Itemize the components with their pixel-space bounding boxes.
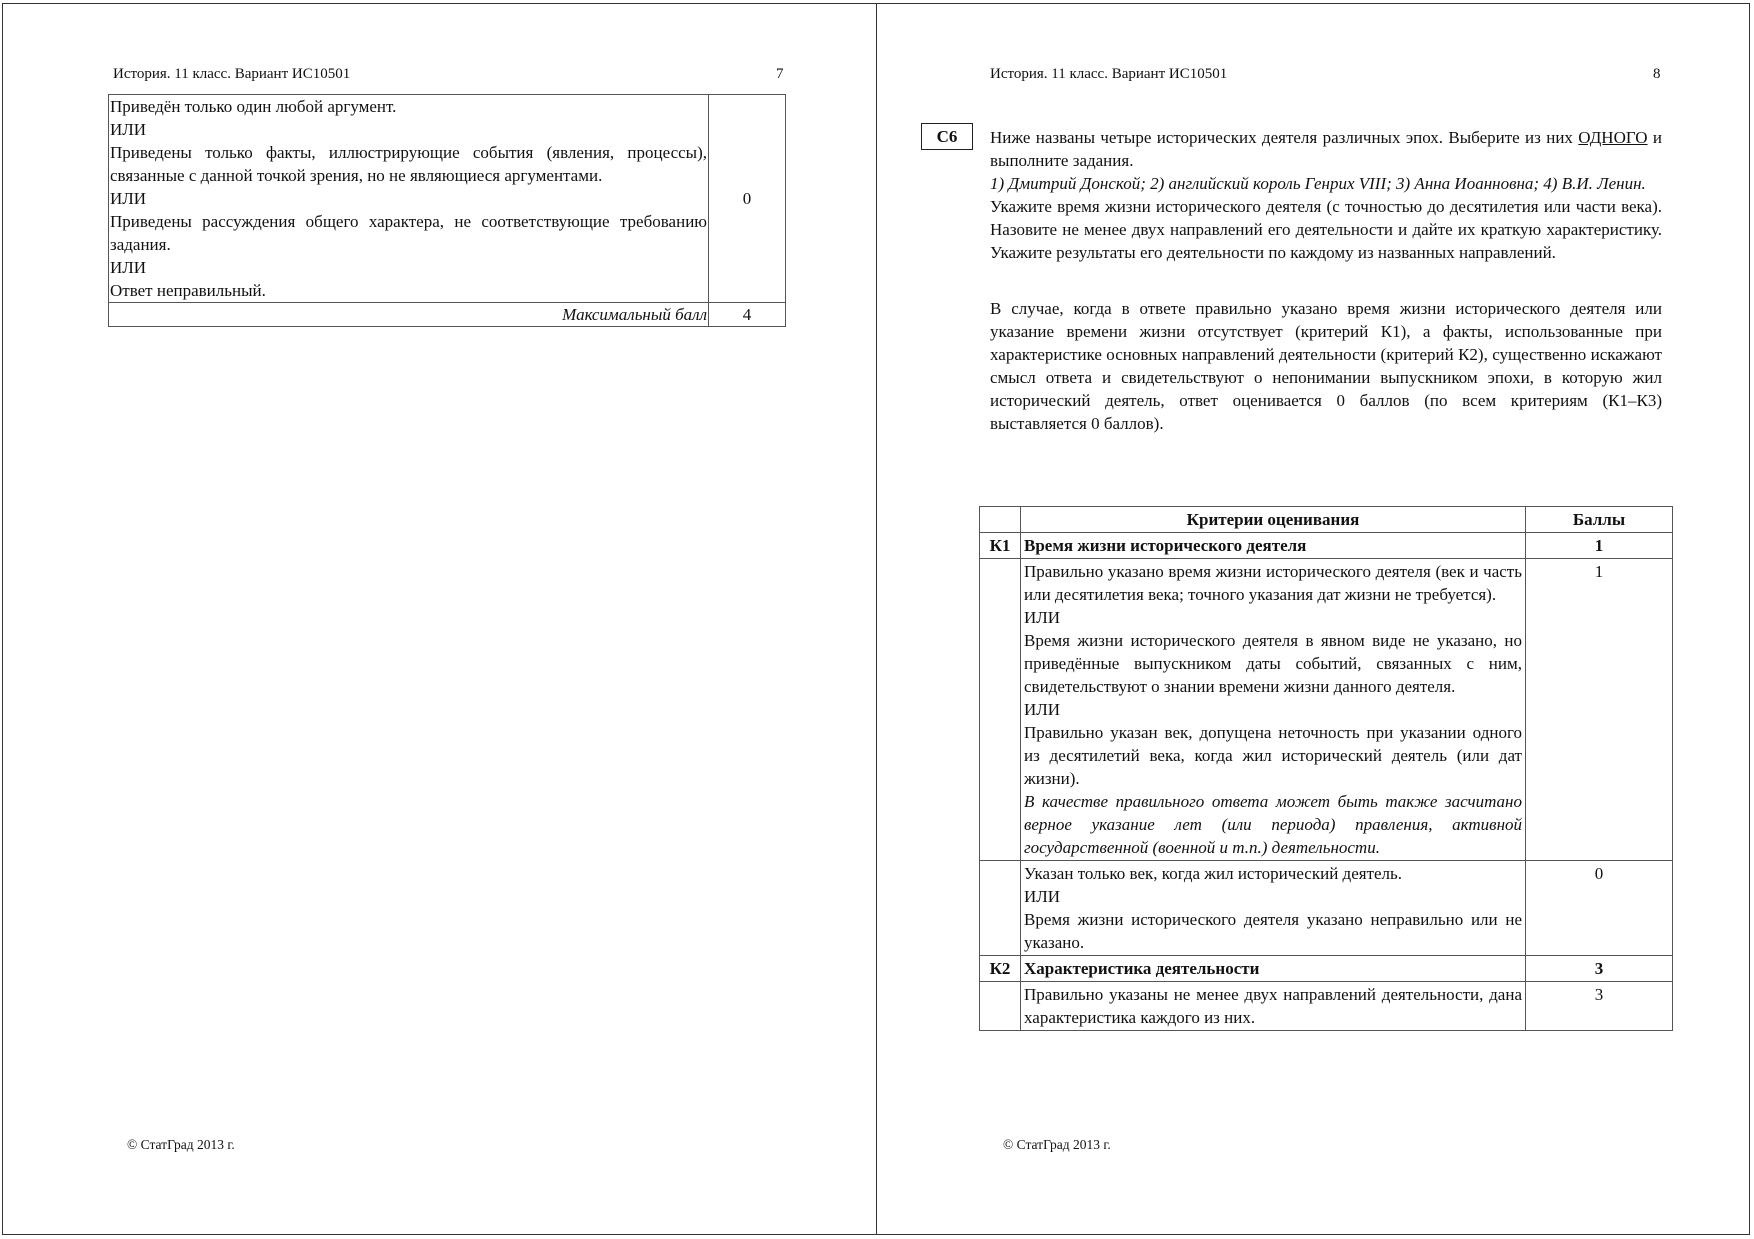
table-row bbox=[980, 559, 1673, 861]
task-intro bbox=[990, 126, 1662, 172]
table-row-max bbox=[109, 303, 786, 327]
criterion-line: ИЛИ bbox=[1024, 887, 1061, 906]
max-score-value: 4 bbox=[709, 303, 786, 327]
max-score-label: Максимальный балл bbox=[109, 303, 709, 327]
table-row bbox=[109, 95, 786, 303]
k2-code: К2 bbox=[980, 956, 1021, 982]
task-text bbox=[990, 126, 1662, 435]
grading-note: В случае, когда в ответе правильно указано время жизни исторического деятеля или указание времени жизни отсутствует (критерий К1), а факты, использованные при характеристике основных направлений деятельности (критерий К2), существенно искажают смысл ответа и свидетельствуют о непонимании выпускником эпохи, в которую жил исторический деятель, ответ оценивается 0 баллов (по всем критериям (К1–К3) выставляется 0 баллов). bbox=[990, 299, 1662, 433]
criterion-line: Время жизни исторического деятеля в явном виде не указано, но приведённые выпускником даты событий, связанных с ним, свидетельствуют о знании времени жизни данного деятеля. bbox=[1024, 631, 1522, 696]
task-label: С6 bbox=[921, 123, 973, 150]
page-header-right: История. 11 класс. Вариант ИС10501 bbox=[990, 66, 1228, 82]
criterion-line: Приведены рассуждения общего характера, не соответствующие требованию задания. bbox=[110, 212, 707, 254]
table-header-row bbox=[980, 507, 1673, 533]
criterion-line: Приведены только факты, иллюстрирующие события (явления, процессы), связанные с данной точкой зрения, но не являющиеся аргументами. bbox=[110, 143, 707, 185]
table-row bbox=[980, 982, 1673, 1031]
criterion-line: ИЛИ bbox=[110, 120, 147, 139]
k1-title-row bbox=[980, 533, 1673, 559]
footer-left: © СтатГрад 2013 г. bbox=[127, 1137, 235, 1152]
page-number-right: 8 bbox=[1653, 66, 1661, 82]
intro-text-end: и выполните задания. bbox=[990, 128, 1663, 170]
points-cell: 3 bbox=[1526, 982, 1673, 1031]
table-row bbox=[980, 861, 1673, 956]
criterion-line: Правильно указано время жизни исторического деятеля (век и часть или десятилетия века; точного указания дат жизни не требуется). bbox=[1024, 562, 1522, 604]
footer-right: © СтатГрад 2013 г. bbox=[1003, 1137, 1111, 1152]
criterion-line: Ответ неправильный. bbox=[110, 281, 266, 300]
criterion-line: Время жизни исторического деятеля указано неправильно или не указано. bbox=[1024, 910, 1522, 952]
points-cell: 0 bbox=[709, 95, 786, 303]
k1-code: К1 bbox=[980, 533, 1021, 559]
criterion-line: ИЛИ bbox=[1024, 700, 1061, 719]
k2-max: 3 bbox=[1526, 956, 1673, 982]
code-header bbox=[980, 507, 1021, 533]
criterion-line: ИЛИ bbox=[110, 189, 147, 208]
intro-emphasis: ОДНОГО bbox=[1578, 128, 1648, 147]
criterion-line: ИЛИ bbox=[110, 258, 147, 277]
k1-title: Время жизни исторического деятеля bbox=[1021, 533, 1526, 559]
criteria-table bbox=[979, 506, 1673, 1031]
k2-title: Характеристика деятельности bbox=[1021, 956, 1526, 982]
criterion-line: Правильно указан век, допущена неточность при указании одного из десятилетий века, когда жил исторический деятель (или дат жизни). bbox=[1024, 723, 1522, 788]
scoring-table-continuation bbox=[108, 94, 786, 327]
criterion-cell bbox=[109, 95, 709, 303]
criterion-line: ИЛИ bbox=[1024, 608, 1061, 627]
k1-criterion-0 bbox=[1021, 861, 1526, 956]
points-cell: 1 bbox=[1526, 559, 1673, 861]
points-header: Баллы bbox=[1526, 507, 1673, 533]
figures-list: 1) Дмитрий Донской; 2) английский король Генрих VIII; 3) Анна Иоанновна; 4) В.И. Ленин. bbox=[990, 174, 1646, 193]
k2-title-row bbox=[980, 956, 1673, 982]
points-cell: 0 bbox=[1526, 861, 1673, 956]
criterion-line: Приведён только один любой аргумент. bbox=[110, 97, 397, 116]
criterion-note: В качестве правильного ответа может быть также засчитано верное указание лет (или периода) правления, активной государственной (военной и т.п.) деятельности. bbox=[1024, 792, 1522, 857]
intro-text: Ниже названы четыре исторических деятеля различных эпох. Выберите из них bbox=[990, 128, 1573, 147]
page-header-left: История. 11 класс. Вариант ИС10501 bbox=[113, 66, 351, 82]
k1-max: 1 bbox=[1526, 533, 1673, 559]
k1-criterion-1 bbox=[1021, 559, 1526, 861]
page-number-left: 7 bbox=[776, 66, 784, 82]
k2-criterion-3: Правильно указаны не менее двух направлений деятельности, дана характеристика каждого из них. bbox=[1021, 982, 1526, 1031]
criterion-line: Указан только век, когда жил исторический деятель. bbox=[1024, 864, 1403, 883]
instructions: Укажите время жизни исторического деятеля (с точностью до десятилетия или части века). Назовите не менее двух направлений его деятельности и дайте их краткую характеристику. Укажите результаты его деятельности по каждому из названных направлений. bbox=[990, 197, 1662, 262]
criteria-header: Критерии оценивания bbox=[1021, 507, 1526, 533]
